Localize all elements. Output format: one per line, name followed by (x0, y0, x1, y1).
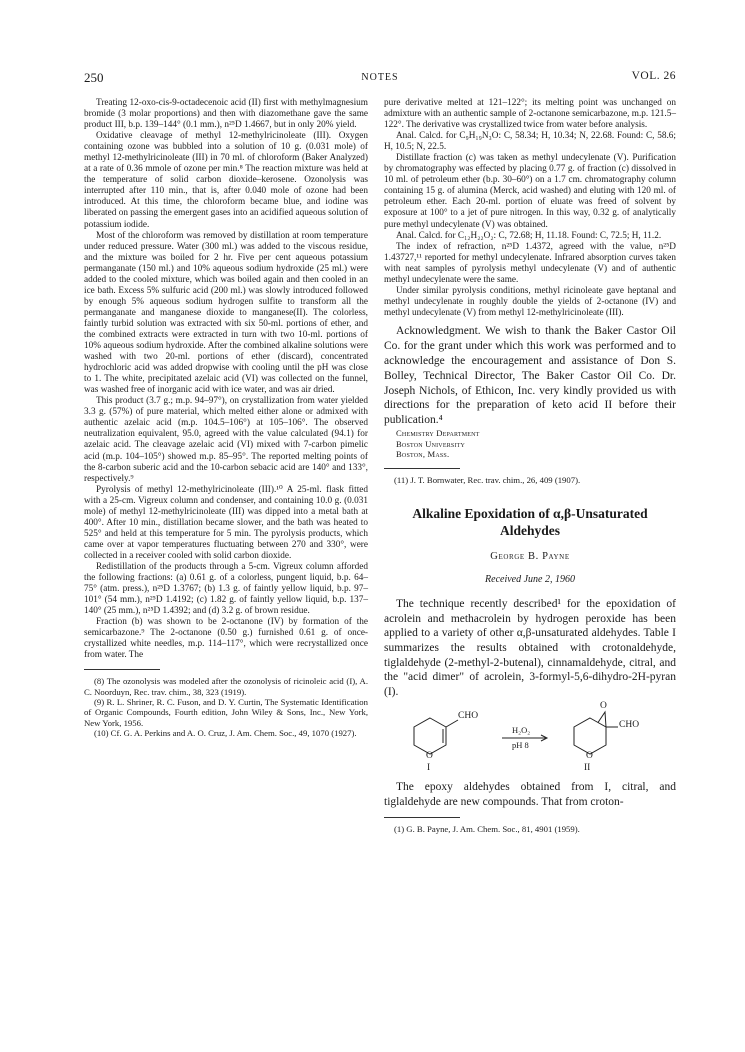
footnote: (1) G. B. Payne, J. Am. Chem. Soc., 81, 4901 (1959). (394, 824, 580, 835)
footnote: (9) R. L. Shriner, R. C. Fuson, and D. Y. Curtin, The Systematic Identification of Organic Compounds, Fourth edition, John Wiley & Sons, Inc., New York, New York, 1956. (84, 696, 368, 728)
address-line: Chemistry Department (396, 428, 480, 439)
epoxide-oxygen-label: O (600, 700, 607, 711)
received-date: Received June 2, 1960 (485, 573, 575, 585)
footnote: (11) J. T. Bornwater, Rec. trav. chim., 26, 409 (1907). (394, 474, 581, 485)
paragraph: Most of the chloroform was removed by distillation at room temperature under reduced pressure. Water (300 ml.) was added to the viscous residue, and the mixture was boiled for 2 hr. Five per cent aqueous potassium permanganate (150 ml.) and 10% aqueous sodium hydroxide (25 ml.) were added to the cooled mixture, which was boiled again and then cooled in an ice bath. Excess 5% sulfuric acid (200 ml.) was slowly introduced followed by enough 5% aqueous sodium hydrogen sulfite to transform all the permanganate and manganese dioxide to manganese(II). The colorless, faintly turbid solution was extracted with six 50-ml. portions of ether, and the combined extracts were extracted in turn with two 10-ml. portions of 10% aqueous sodium hydroxide. After the combined alkaline solutions were washed with two 20-ml. portions of ether (discard), concentrated hydrochloric acid was added dropwise with cooling until the pH was close to 1. The white, precipitated azelaic acid (VI) was collected on the funnel, was washed free of inorganic acid with ice water, and was air dried. (84, 230, 368, 396)
oxygen-label: O (426, 750, 433, 761)
footnote-divider (84, 669, 160, 670)
paragraph: Fraction (b) was shown to be 2-octanone (IV) by formation of the semicarbazone.⁹ The 2-octanone (0.50 g.) furnished 0.61 g. of once-crystallized white needles, m.p. 114–117°, which were recrystallized once from water. The (84, 617, 368, 661)
acknowledgment: Acknowledgment. We wish to thank the Baker Castor Oil Co. for the grant under which this work was performed and to acknowledge the encouragement and assistance of Don S. Bolley, Technical Director, The Baker Castor Oil Co. Dr. Joseph Nichols, of Ethicon, Inc. very kindly provided us with directions for the preparation of keto acid II before their publication.⁴ (384, 324, 676, 427)
paragraph: The index of refraction, n²⁵D 1.4372, agreed with the value, n²⁵D 1.43727,¹¹ reported for methyl undecylenate. Infrared absorption curves taken with neat samples of pyrolysis methyl undecylenate (V) and of authentic methyl undecylenate were the same. (384, 241, 676, 285)
footnote-divider (384, 468, 460, 469)
paragraph: Treating 12-oxo-cis-9-octadecenoic acid (II) first with methylmagnesium bromide (3 molar proportions) and then with diazomethane gave the same product III, b.p. 139–144° (0.1 mm.), n²⁵D 1.4667, but in only 20% yield. (84, 98, 368, 131)
volume-label: VOL. 26 (631, 70, 676, 82)
section-title: NOTES (361, 72, 399, 83)
reagent-label: H₂O₂ (512, 724, 531, 735)
cho-label: CHO (619, 719, 640, 730)
footnote-divider (384, 817, 460, 818)
left-column (84, 98, 368, 738)
paragraph: The technique recently described¹ for the epoxidation of acrolein and methacrolein by hydrogen peroxide has been applied to a variety of other α,β-unsaturated aldehydes. Table I summarizes the results obtained with crotonaldehyde, tiglaldehyde (2-methyl-2-butenal), cinnamaldehyde, citral, and the "acid dimer" of acrolein, 3-formyl-5,6-dihydro-2H-pyran (I). (384, 597, 676, 699)
paragraph: Under similar pyrolysis conditions, methyl ricinoleate gave heptanal and methyl undecylenate in roughly double the yields of 2-octanone (IV) and methyl undecylenate (V) from methyl 12-methylricinoleate (III). (384, 285, 676, 318)
pyran-ring-I (414, 718, 446, 754)
pyran-ring-II (574, 718, 606, 754)
author-name: George B. Payne (490, 550, 570, 562)
oxygen-label: O (586, 750, 593, 761)
address-line: Boston, Mass. (396, 449, 450, 460)
footnote: (10) Cf. G. A. Perkins and A. O. Cruz, J. Am. Chem. Soc., 49, 1070 (1927). (94, 727, 357, 738)
page-number: 250 (84, 70, 104, 85)
paragraph: The epoxy aldehydes obtained from I, citral, and tiglaldehyde are new compounds. That from croton- (384, 780, 676, 808)
paragraph: Oxidative cleavage of methyl 12-methylricinoleate (III). Oxygen containing ozone was bubbled into a solution of 10 g. (0.031 mole) of methyl 12-methylricinoleate (III) in 70 ml. of chloroform (Baker Analyzed) at a rate of 0.36 mmole of ozone per min.⁸ The reaction mixture was held at the temperature of solid carbon dioxide–kerosene. Ozonolysis was interrupted after 110 min., that is, after 0.040 mole of ozone had been introduced. At this time, the chloroform became blue, and iodine was liberated on passing the emergent gases into an acidified aqueous solution of potassium iodide. (84, 131, 368, 230)
address-line: Boston University (396, 438, 466, 449)
compound-label: II (584, 762, 591, 773)
paragraph: pure derivative melted at 121–122°; its melting point was unchanged on admixture with an authentic sample of 2-octanone semicarbazone, m.p. 121.5–122°. The derivative was crystallized twice from water before analysis. (384, 98, 676, 131)
article-title: Alkaline Epoxidation of α,β-Unsaturated Aldehydes (412, 505, 648, 538)
cho-bond-I (446, 720, 458, 727)
paragraph: Pyrolysis of methyl 12-methylricinoleate (III).¹⁰ A 25-ml. flask fitted with a 25-cm. Vigreux column and condenser, and containing 10.0 g. (0.031 mole) of methyl 12-methylricinoleate (III) was dipped into a metal bath at 400°. After 10 min., distillation became slower, and the bath was heated to 525° and held at this temperature for 5 min. The pyrolysis products, which came over at vapor temperatures fluctuating between 270 and 330°, were collected in a receiver cooled with solid carbon dioxide. (84, 484, 368, 561)
cho-label: CHO (458, 710, 479, 721)
reagent-condition: pH 8 (512, 739, 529, 750)
address-block (396, 428, 676, 459)
analysis-line: Anal. Calcd. for C₁₂H₂₂O₂: C, 72.68; H, 11.18. Found: C, 72.5; H, 11.2. (396, 230, 662, 241)
running-header (84, 70, 676, 86)
compound-label: I (427, 762, 431, 773)
footnote: (8) The ozonolysis was modeled after the ozonolysis of ricinoleic acid (I), A. C. Noorduyn, Rec. trav. chim., 38, 323 (1919). (84, 676, 368, 697)
paragraph: Redistillation of the products through a 5-cm. Vigreux column afforded the following fractions: (a) 0.61 g. of a colorless, pungent liquid, b.p. 64–75° (atm. press.), n²⁵D 1.3767; (b) 1.3 g. of faintly yellow liquid, b.p. 97–101° (54 mm.), n²⁵D 1.4192; (c) 1.82 g. of faintly yellow liquid, b.p. 137–140° (25 mm.), n²⁵D 1.4392; and (d) 3.2 g. of brown residue. (84, 561, 368, 617)
reaction-scheme (384, 700, 676, 774)
analysis-line: Anal. Calcd. for C₉H₁₉N₃O: C, 58.34; H, 10.34; N, 22.68. Found: C, 58.6; H, 10.5; N, 22.5. (384, 131, 676, 153)
right-column (384, 98, 676, 835)
paragraph: This product (3.7 g.; m.p. 94–97°), on crystallization from water yielded 3.3 g. (57%) of pure material, which melted either alone or admixed with authentic azelaic acid (m.p. 104.5–106°) at 105–106°. The observed neutralization equivalent, 95.0, agreed with the value calculated (94.1) for azelaic acid. The cleavage azelaic acid (VI) mixed with 7-carbon pimelic acid (m.p. 104–105°) showed m.p. 85–95°. The reported melting points of the 8-carbon suberic acid and the 10-carbon sebacic acid are 140° and 133°, respectively.⁹ (84, 396, 368, 484)
paragraph: Distillate fraction (c) was taken as methyl undecylenate (V). Purification by chromatography was effected by placing 0.77 g. of fraction (c) dissolved in 10 ml. of petroleum ether (b.p. 30–60°) on a 1.7 cm. chromatography column containing 15 g. of alumina (Merck, acid washed) and eluting with 120 ml. of petroleum ether. Each 20-ml. portion of eluate was freed of solvent by exposure at 100° to a jet of pure nitrogen. In this way, 0.32 g. of analytically pure methyl undecylenate (V) was obtained. (384, 153, 676, 230)
